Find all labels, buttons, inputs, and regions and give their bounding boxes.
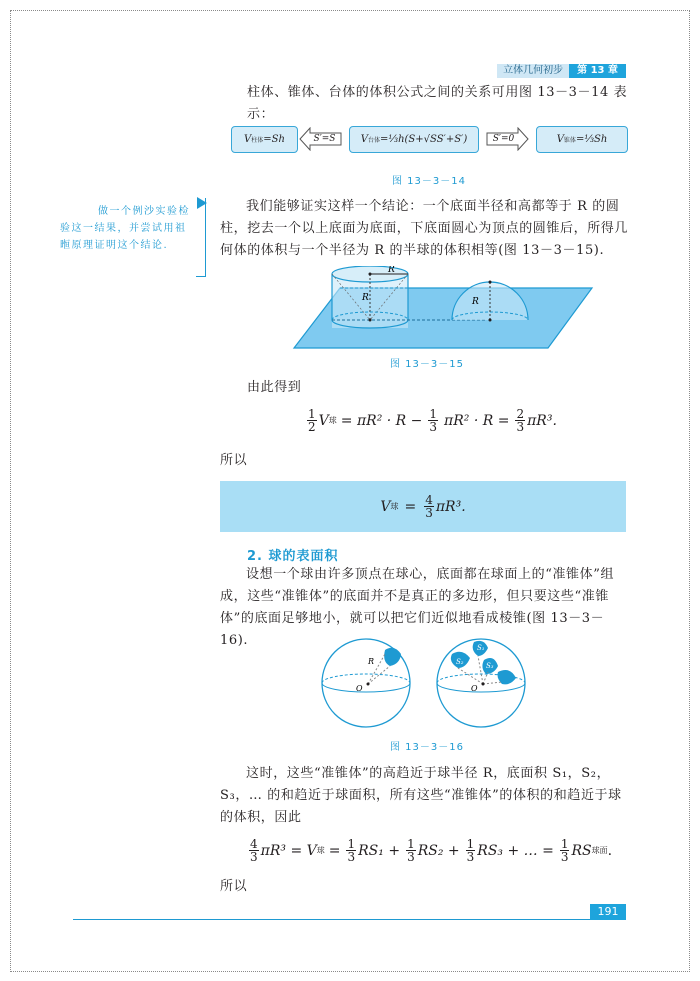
derive-text: 由此得到 [247,380,302,395]
fraction [560,838,570,863]
term: RS₂ + [417,842,460,859]
expression-part: = πR² · R − [340,412,423,429]
fraction [466,838,476,863]
center-label: O [356,684,363,693]
arrow-right [485,127,530,151]
expression-part: πR³. [527,412,557,429]
section-2-title: 2. 球的表面积 [247,549,339,564]
fraction [249,838,259,863]
v-symbol: V [360,133,368,145]
so-text-1: 所以 [220,453,248,468]
limit-paragraph: 这时，这些“准锥体”的高趋近于球半径 R，底面积 S₁，S₂，S₃，… 的和趋近于球面积，所有这些“准锥体”的体积的和趋近于球的体积，因此 [220,766,622,825]
numerator: 4 [425,493,433,507]
term: RS₁ + [358,842,401,859]
numerator: 1 [407,837,415,851]
s2-label: S₂ [456,658,464,666]
running-header [497,64,626,78]
v-symbol: V [244,133,252,145]
fraction [424,494,434,519]
cylinder-volume-box [231,126,298,153]
arrow-left-label: S′=S [313,134,336,144]
fraction [307,408,317,433]
denominator: 3 [407,850,415,864]
denominator: 3 [250,850,258,864]
subscript: 锥体 [563,136,576,144]
denominator: 3 [466,850,475,864]
fraction [406,838,416,863]
v-symbol: V [380,498,391,515]
formula-rhs: =⅓h(S+√SS′+S′) [380,133,468,145]
surface-paragraph: 设想一个球由许多顶点在球心，底面都在球面上的“准锥体”组成，这些“准锥体”的底面并不是真正的多边形，但只要这些“准锥体”的底面足够地小，就可以把它们近似地看成棱锥(图 13－3－16). [220,567,615,648]
sphere-volume-formula-box [220,481,626,532]
term: RS₃ + … = [477,842,554,859]
center-label: O [471,684,478,693]
subscript: 球 [328,416,337,425]
figure-14-caption: 图 13－3－14 [392,176,466,187]
figure-16-caption: 图 13－3－16 [390,742,464,753]
header-section-title: 立体几何初步 [497,64,569,78]
v-symbol: V [556,133,564,145]
fraction [428,408,438,433]
numerator: 1 [429,407,438,421]
cone-volume-box [536,126,628,153]
equation-surface-area: $\frac{4}{3}$ πR³ = V 球 = $\frac{1}{3}$ RS₁ + $\frac{1}{3}$ RS₂ + $\frac{1}{3}$ RS₃ + … = $\frac{1}{3}$ RS 球面 . [250,837,613,864]
subscript: 球 [316,846,325,855]
denominator: 3 [516,420,525,434]
footer-rule [73,919,625,920]
figure-13-3-15 [290,266,610,356]
volume-formula-diagram [231,124,628,154]
arrow-right-label: S′=0 [492,134,515,144]
radius-label: R [368,657,375,666]
s1-label: S₁ [477,644,485,652]
so-text-2: 所以 [220,879,248,894]
frustum-volume-box [349,126,479,153]
hemisphere-radius-label: R [472,297,479,307]
arrow-left [298,127,343,151]
denominator: 3 [560,850,569,864]
cylinder-hemisphere-paragraph: 我们能够证实这样一个结论：一个底面半径和高都等于 R 的圆柱，挖去一个以上底面为底面，下底面圆心为顶点的圆锥后，所得几何体的体积与一个半径为 R 的半球的体积相等(图 13－3－15). [220,199,629,258]
denominator: 3 [425,506,433,520]
sidenote-bracket [196,198,206,277]
equation-half-volume [305,408,557,433]
s3-label: S₃ [486,662,494,670]
fraction [515,408,525,433]
subscript: 柱体 [251,136,264,144]
figure-13-3-16 [318,636,568,730]
sidenote: 做一个例沙实验检验这一结果，并尝试用祖暅原理证明这个结论. [60,206,190,251]
numerator: 2 [516,407,525,421]
formula-rhs: =Sh [263,133,285,145]
subscript: 台体 [368,136,381,144]
equals: = [404,498,417,515]
period: . [607,842,613,859]
sphere-volume-formula [380,494,465,519]
radius-label: R [388,266,395,275]
v-symbol: V [318,412,329,429]
numerator: 4 [250,837,258,851]
expression-part: πR² · R = [444,412,510,429]
term: RS [571,842,592,859]
subscript: 球面 [591,846,608,855]
numerator: 1 [308,407,316,421]
numerator: 1 [347,837,356,851]
numerator: 1 [560,837,569,851]
fraction [346,838,356,863]
numerator: 1 [466,837,475,851]
height-label: R [362,293,369,303]
intro-paragraph: 柱体、锥体、台体的体积公式之间的关系可用图 13－3－14 表示： [247,85,628,122]
header-chapter-badge: 第 13 章 [569,64,626,78]
denominator: 3 [347,850,356,864]
denominator: 3 [429,420,438,434]
denominator: 2 [308,420,316,434]
formula-rhs: =⅓Sh [575,133,608,145]
formula-rhs: πR³. [435,498,466,515]
expression-part: πR³ = V [260,842,317,859]
figure-15-caption: 图 13－3－15 [390,359,464,370]
page-number: 191 [590,904,626,920]
subscript: 球 [390,502,399,511]
